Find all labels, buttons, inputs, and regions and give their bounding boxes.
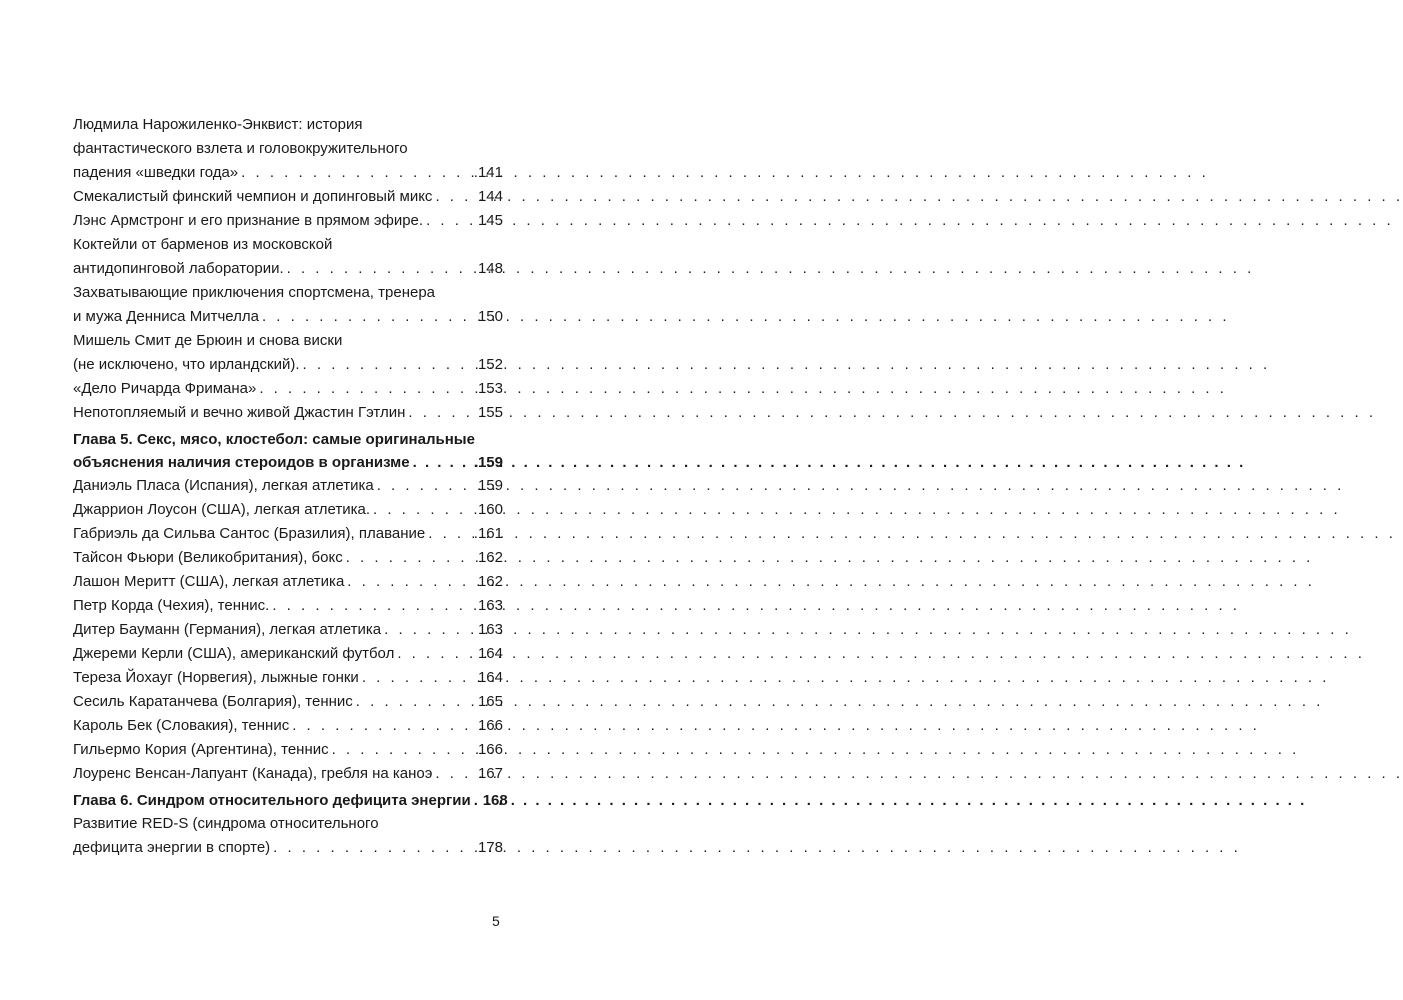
toc-entry-text: Гильермо Кория (Аргентина), теннис xyxy=(73,741,329,758)
toc-entry-text: Джаррион Лоусон (США), легкая атлетика. xyxy=(73,501,371,518)
toc-entry[interactable] xyxy=(73,329,503,377)
toc-entry-text: Даниэль Пласа (Испания), легкая атлетика xyxy=(73,477,374,494)
chapter-title: Глава 6. Синдром относительного дефицита энергии xyxy=(73,792,471,809)
toc-entry[interactable] xyxy=(73,281,503,329)
toc-entry-text: Джереми Керли (США), американский футбол xyxy=(73,645,395,662)
toc-page-number: 166 xyxy=(477,717,503,734)
toc-entry-text: Мишель Смит де Брюин и снова виски xyxy=(73,332,343,349)
dot-leader xyxy=(332,738,475,762)
toc-page-number: .141 xyxy=(473,164,503,181)
toc-page-number: 162 xyxy=(477,549,503,566)
toc-page-number: 163 xyxy=(477,621,503,638)
dot-leader xyxy=(346,546,475,570)
dot-leader xyxy=(262,305,475,329)
toc-entry[interactable] xyxy=(73,498,503,522)
dot-leader xyxy=(259,377,475,401)
toc-entry[interactable] xyxy=(73,618,503,642)
toc-page-number: 152 xyxy=(477,356,503,373)
toc-page-number: 160 xyxy=(477,501,503,518)
toc-entry[interactable] xyxy=(73,714,503,738)
dot-leader xyxy=(273,836,475,860)
toc-entry-text: (не исключено, что ирландский). xyxy=(73,356,300,373)
dot-leader xyxy=(408,401,475,425)
toc-entry-text: дефицита энергии в спорте) xyxy=(73,839,271,856)
dot-leader xyxy=(272,594,475,618)
toc-entry-text: антидопинговой лаборатории. xyxy=(73,260,284,277)
toc-entry[interactable] xyxy=(73,762,503,786)
toc-entry-text: Тереза Йохауг (Норвегия), лыжные гонки xyxy=(73,669,359,686)
toc-entry-text: Петр Корда (Чехия), теннис. xyxy=(73,597,270,614)
table-of-contents xyxy=(73,113,508,860)
toc-entry[interactable] xyxy=(73,209,503,233)
toc-entry[interactable] xyxy=(73,546,503,570)
toc-page-number: 166 xyxy=(477,741,503,758)
toc-chapter-5-heading[interactable] xyxy=(73,428,503,474)
toc-entry[interactable] xyxy=(73,233,503,281)
dot-leader xyxy=(435,185,475,209)
toc-entry[interactable] xyxy=(73,474,503,498)
toc-entry-text: фантастического взлета и головокружительного xyxy=(73,140,408,157)
toc-entry[interactable] xyxy=(73,113,503,185)
dot-leader xyxy=(347,570,475,594)
toc-entry-text: падения «шведки года» xyxy=(73,164,239,181)
toc-page-number: 168 xyxy=(482,792,508,809)
toc-entry[interactable] xyxy=(73,738,503,762)
dot-leader xyxy=(241,161,471,185)
toc-page-number: 164 xyxy=(477,645,503,662)
toc-page-number: 145 xyxy=(477,212,503,229)
toc-entry[interactable] xyxy=(73,185,503,209)
toc-page-number: .161 xyxy=(473,525,503,542)
toc-entry-text: и мужа Денниса Митчелла xyxy=(73,308,259,325)
toc-entry-text: Лашон Меритт (США), легкая атлетика xyxy=(73,573,345,590)
dot-leader xyxy=(377,474,475,498)
toc-entry-text: Захватывающие приключения спортсмена, тренера xyxy=(73,284,436,301)
toc-entry-text: Сесиль Каратанчева (Болгария), теннис xyxy=(73,693,353,710)
dot-leader xyxy=(384,618,475,642)
toc-entry[interactable] xyxy=(73,666,503,690)
toc-entry-text: Дитер Бауманн (Германия), легкая атлетика xyxy=(73,621,382,638)
dot-leader xyxy=(292,714,475,738)
toc-page-number: 163 xyxy=(477,597,503,614)
toc-entry[interactable] xyxy=(73,401,503,425)
toc-entry-text: Кароль Бек (Словакия), теннис xyxy=(73,717,290,734)
dot-leader xyxy=(397,642,475,666)
toc-page-number: 164 xyxy=(477,669,503,686)
dot-leader xyxy=(373,498,475,522)
toc-page-number: 155 xyxy=(477,404,503,421)
dot-leader xyxy=(426,209,475,233)
toc-chapter-6-heading[interactable] xyxy=(73,789,508,812)
dot-leader xyxy=(303,353,475,377)
toc-entry-text: Развитие RED-S (синдрома относительного xyxy=(73,815,379,832)
toc-page-number: 162 xyxy=(477,573,503,590)
dot-leader xyxy=(356,690,475,714)
toc-page-number: 165 xyxy=(477,693,503,710)
toc-entry[interactable] xyxy=(73,812,503,860)
toc-page-number: 144 xyxy=(477,188,503,205)
toc-entry[interactable] xyxy=(73,522,503,546)
dot-leader xyxy=(287,257,475,281)
toc-entry-text: Тайсон Фьюри (Великобритания), бокс xyxy=(73,549,343,566)
toc-page-number: 159 xyxy=(477,477,503,494)
toc-entry[interactable] xyxy=(73,690,503,714)
toc-page-number: 178 xyxy=(477,839,503,856)
chapter-title: Глава 5. Секс, мясо, клостебол: самые оригинальные xyxy=(73,431,475,448)
dot-leader xyxy=(428,522,471,546)
toc-page-number: 148 xyxy=(477,260,503,277)
toc-entry-text: Лэнс Армстронг и его признание в прямом эфире. xyxy=(73,212,424,229)
toc-entry-text: Смекалистый финский чемпион и допинговый микс xyxy=(73,188,433,205)
toc-entry[interactable] xyxy=(73,594,503,618)
toc-entry-text: «Дело Ричарда Фримана» xyxy=(73,380,257,397)
toc-entry[interactable] xyxy=(73,570,503,594)
dot-leader xyxy=(413,451,471,474)
dot-leader xyxy=(362,666,475,690)
toc-entry-text: Непотопляемый и вечно живой Джастин Гэтлин xyxy=(73,404,406,421)
toc-entry[interactable] xyxy=(73,377,503,401)
toc-entry-text: Габриэль да Сильва Сантос (Бразилия), плавание xyxy=(73,525,426,542)
toc-page-number: 153 xyxy=(477,380,503,397)
chapter-title: объяснения наличия стероидов в организме xyxy=(73,454,410,471)
toc-entry-text: Лоуренс Венсан-Лапуант (Канада), гребля на каноэ xyxy=(73,765,433,782)
toc-page-number: .159 xyxy=(473,454,503,471)
toc-page-number: 167 xyxy=(477,765,503,782)
toc-entry[interactable] xyxy=(73,642,503,666)
dot-leader xyxy=(435,762,475,786)
dot-leader xyxy=(474,789,480,812)
toc-page-number: 150 xyxy=(477,308,503,325)
toc-entry-text: Коктейли от барменов из московской xyxy=(73,236,333,253)
page-number: 5 xyxy=(492,913,500,929)
toc-entry-text: Людмила Нарожиленко-Энквист: история xyxy=(73,116,363,133)
